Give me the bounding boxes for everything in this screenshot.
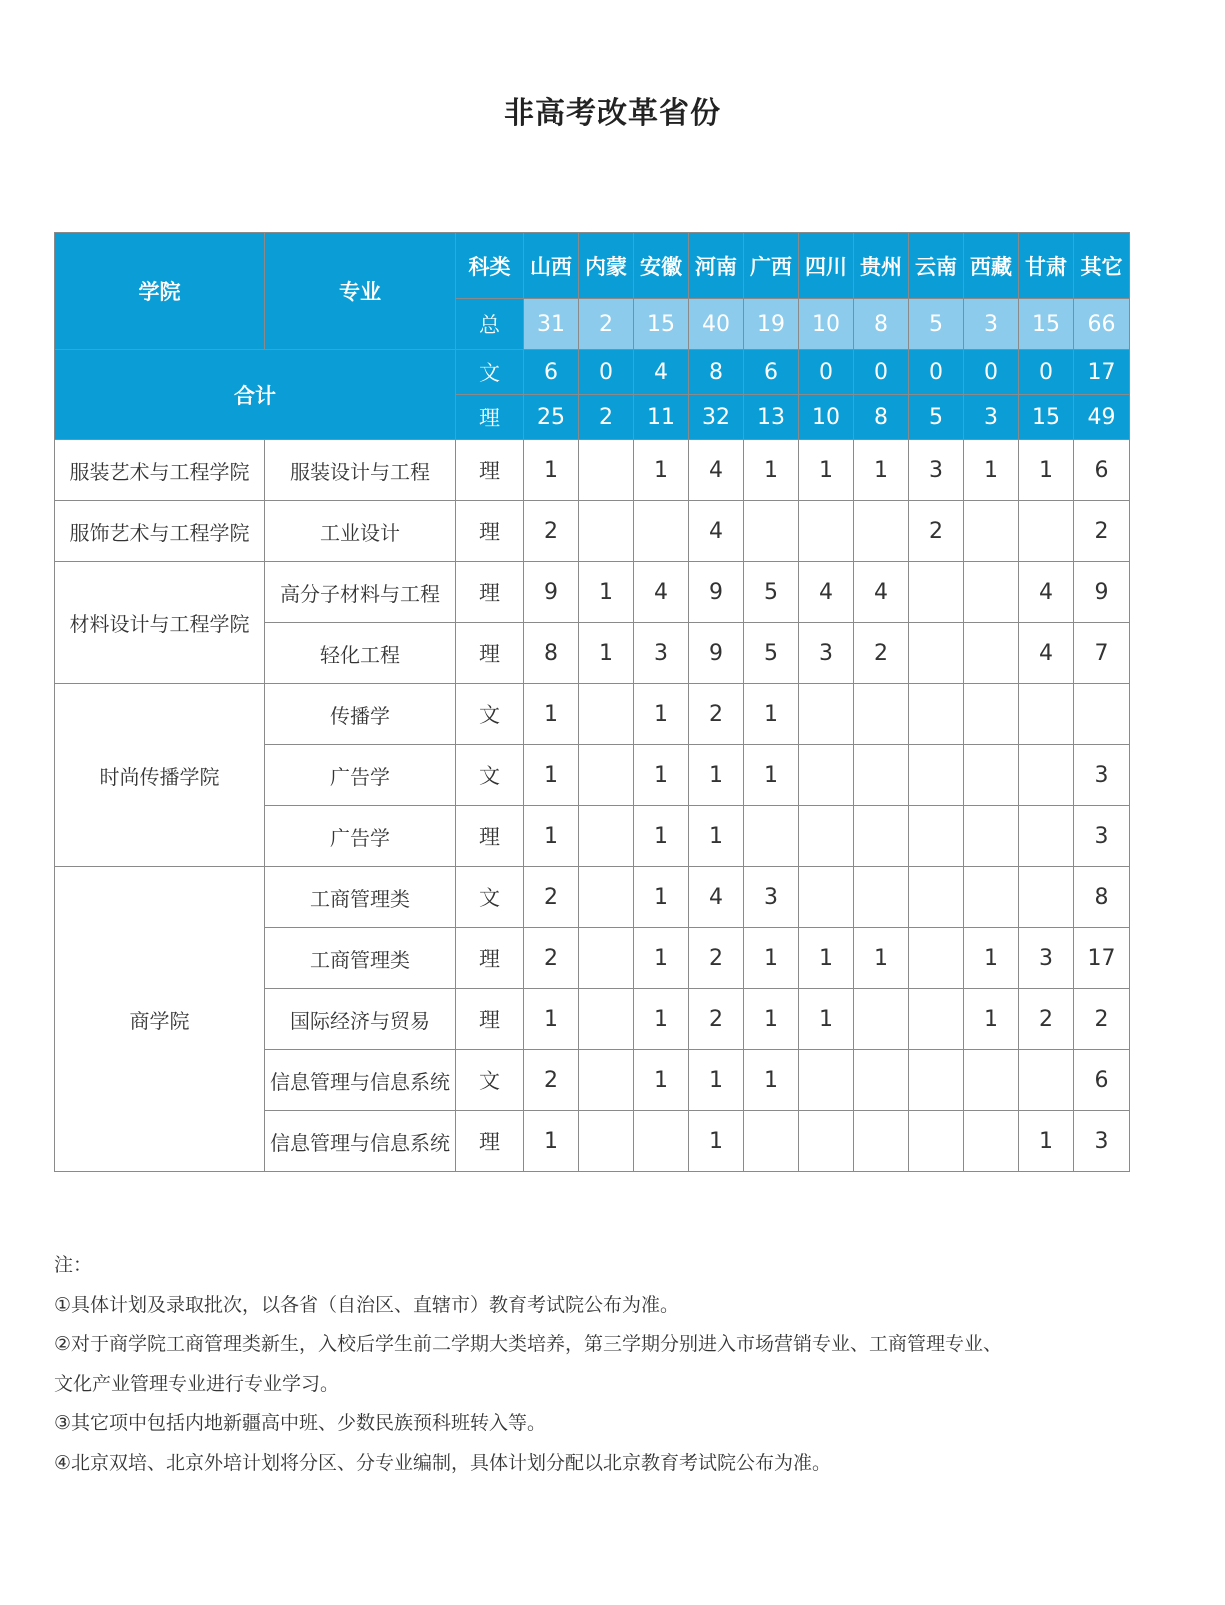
quota-cell [744, 806, 799, 867]
quota-cell: 17 [1074, 928, 1130, 989]
quota-cell: 1 [744, 440, 799, 501]
quota-cell [799, 1050, 854, 1111]
province-header: 内蒙 [579, 233, 634, 299]
quota-cell: 1 [634, 1050, 689, 1111]
quota-cell: 2 [1019, 989, 1074, 1050]
quota-cell: 1 [799, 989, 854, 1050]
total-value: 8 [854, 299, 909, 350]
category: 理 [456, 623, 524, 684]
quota-cell [854, 1050, 909, 1111]
major-name: 服装设计与工程 [265, 440, 456, 501]
quota-cell [964, 501, 1019, 562]
quota-cell [964, 562, 1019, 623]
major-name: 信息管理与信息系统 [265, 1050, 456, 1111]
quota-cell [964, 745, 1019, 806]
quota-cell [854, 867, 909, 928]
quota-cell: 1 [799, 928, 854, 989]
total-value: 66 [1074, 299, 1130, 350]
quota-cell [964, 806, 1019, 867]
quota-cell: 2 [524, 1050, 579, 1111]
total-label: 总 [456, 299, 524, 350]
quota-cell [579, 806, 634, 867]
li-total-value: 13 [744, 395, 799, 440]
li-total-value: 32 [689, 395, 744, 440]
quota-cell: 1 [634, 989, 689, 1050]
quota-cell: 4 [634, 562, 689, 623]
wen-total-value: 0 [909, 350, 964, 395]
quota-cell: 1 [689, 806, 744, 867]
quota-cell [909, 745, 964, 806]
quota-cell: 1 [1019, 440, 1074, 501]
quota-cell: 1 [744, 989, 799, 1050]
major-name: 国际经济与贸易 [265, 989, 456, 1050]
total-value: 15 [1019, 299, 1074, 350]
quota-cell [964, 684, 1019, 745]
quota-cell: 1 [744, 745, 799, 806]
li-label: 理 [456, 395, 524, 440]
quota-cell [964, 1050, 1019, 1111]
major-name: 信息管理与信息系统 [265, 1111, 456, 1172]
quota-cell [1019, 1050, 1074, 1111]
quota-cell: 3 [1019, 928, 1074, 989]
college-name: 服装艺术与工程学院 [55, 440, 265, 501]
category: 理 [456, 989, 524, 1050]
quota-cell: 2 [689, 928, 744, 989]
quota-cell: 1 [524, 684, 579, 745]
quota-cell: 1 [579, 562, 634, 623]
quota-cell: 1 [524, 1111, 579, 1172]
quota-cell: 3 [1074, 1111, 1130, 1172]
wen-total-value: 0 [799, 350, 854, 395]
quota-cell: 6 [1074, 1050, 1130, 1111]
quota-cell [799, 745, 854, 806]
quota-cell: 9 [689, 562, 744, 623]
table-row [55, 440, 1130, 501]
notes-section [54, 1246, 1002, 1484]
college-header: 学院 [55, 233, 265, 350]
quota-cell: 8 [524, 623, 579, 684]
quota-cell: 3 [909, 440, 964, 501]
quota-cell: 1 [689, 1111, 744, 1172]
quota-cell [634, 1111, 689, 1172]
quota-cell [634, 501, 689, 562]
subtotal-label: 合计 [55, 350, 456, 440]
quota-cell [854, 684, 909, 745]
quota-cell: 2 [854, 623, 909, 684]
quota-cell: 1 [524, 745, 579, 806]
quota-cell [744, 1111, 799, 1172]
quota-cell: 1 [579, 623, 634, 684]
major-name: 工商管理类 [265, 867, 456, 928]
quota-cell: 4 [799, 562, 854, 623]
category: 理 [456, 440, 524, 501]
quota-cell: 1 [689, 745, 744, 806]
quota-cell [799, 806, 854, 867]
quota-cell: 7 [1074, 623, 1130, 684]
quota-cell [909, 1111, 964, 1172]
quota-cell [579, 1050, 634, 1111]
wen-label: 文 [456, 350, 524, 395]
total-value: 19 [744, 299, 799, 350]
quota-cell: 4 [854, 562, 909, 623]
province-header: 安徽 [634, 233, 689, 299]
table-row [55, 684, 1130, 745]
quota-cell: 9 [1074, 562, 1130, 623]
quota-cell: 2 [524, 928, 579, 989]
wen-total-value: 4 [634, 350, 689, 395]
category-header: 科类 [456, 233, 524, 299]
category: 文 [456, 745, 524, 806]
quota-cell [579, 989, 634, 1050]
quota-cell: 5 [744, 562, 799, 623]
quota-cell [909, 867, 964, 928]
province-header: 甘肃 [1019, 233, 1074, 299]
quota-cell [1074, 684, 1130, 745]
wen-total-value: 0 [854, 350, 909, 395]
quota-cell: 1 [689, 1050, 744, 1111]
quota-cell: 1 [524, 806, 579, 867]
note-line: ①具体计划及录取批次，以各省（自治区、直辖市）教育考试院公布为准。 [54, 1293, 680, 1316]
header-row [55, 233, 1130, 299]
quota-cell [579, 928, 634, 989]
quota-cell: 4 [689, 440, 744, 501]
quota-cell [579, 867, 634, 928]
quota-cell: 4 [1019, 623, 1074, 684]
quota-cell [799, 1111, 854, 1172]
wen-total-value: 6 [524, 350, 579, 395]
quota-cell: 2 [524, 867, 579, 928]
quota-cell [744, 501, 799, 562]
li-total-value: 25 [524, 395, 579, 440]
note-line: ④北京双培、北京外培计划将分区、分专业编制，具体计划分配以北京教育考试院公布为准。 [54, 1451, 832, 1474]
page-title: 非高考改革省份 [504, 96, 721, 131]
total-value: 31 [524, 299, 579, 350]
quota-cell: 4 [689, 867, 744, 928]
li-total-value: 15 [1019, 395, 1074, 440]
quota-cell: 1 [854, 928, 909, 989]
quota-cell: 3 [799, 623, 854, 684]
wen-total-value: 0 [1019, 350, 1074, 395]
quota-cell: 1 [964, 928, 1019, 989]
quota-cell: 2 [1074, 989, 1130, 1050]
quota-cell: 1 [524, 989, 579, 1050]
quota-cell [579, 684, 634, 745]
quota-cell: 1 [964, 989, 1019, 1050]
province-header: 广西 [744, 233, 799, 299]
note-line: 文化产业管理专业进行专业学习。 [54, 1372, 340, 1395]
total-value: 10 [799, 299, 854, 350]
table-row [55, 867, 1130, 928]
quota-cell: 1 [634, 745, 689, 806]
quota-cell: 1 [634, 440, 689, 501]
quota-cell: 1 [744, 928, 799, 989]
province-header: 河南 [689, 233, 744, 299]
quota-cell [854, 745, 909, 806]
category: 理 [456, 562, 524, 623]
category: 理 [456, 501, 524, 562]
major-name: 工商管理类 [265, 928, 456, 989]
wen-total-value: 0 [964, 350, 1019, 395]
table-row [55, 562, 1130, 623]
quota-cell: 2 [689, 684, 744, 745]
quota-cell [909, 1050, 964, 1111]
quota-cell: 3 [1074, 806, 1130, 867]
quota-cell [909, 623, 964, 684]
quota-cell [579, 440, 634, 501]
quota-cell: 9 [524, 562, 579, 623]
quota-cell [854, 806, 909, 867]
college-name: 时尚传播学院 [55, 684, 265, 867]
wen-total-value: 6 [744, 350, 799, 395]
quota-cell [1019, 501, 1074, 562]
li-total-value: 49 [1074, 395, 1130, 440]
quota-cell [854, 1111, 909, 1172]
quota-cell: 2 [689, 989, 744, 1050]
category: 文 [456, 867, 524, 928]
quota-cell [799, 501, 854, 562]
note-line: ②对于商学院工商管理类新生，入校后学生前二学期大类培养，第三学期分别进入市场营销专业、工商管理专业、 [54, 1333, 1003, 1356]
province-header: 四川 [799, 233, 854, 299]
note-line: 注： [54, 1254, 93, 1276]
category: 理 [456, 928, 524, 989]
quota-cell: 4 [689, 501, 744, 562]
note-line: ③其它项中包括内地新疆高中班、少数民族预科班转入等。 [54, 1412, 547, 1435]
quota-cell: 1 [854, 440, 909, 501]
category: 理 [456, 806, 524, 867]
major-name: 工业设计 [265, 501, 456, 562]
li-total-value: 8 [854, 395, 909, 440]
quota-cell: 1 [634, 928, 689, 989]
major-name: 广告学 [265, 745, 456, 806]
quota-cell [579, 745, 634, 806]
subtotal-wen-row [55, 350, 1130, 395]
major-name: 传播学 [265, 684, 456, 745]
quota-cell: 1 [634, 867, 689, 928]
quota-cell: 1 [964, 440, 1019, 501]
quota-cell: 3 [1074, 745, 1130, 806]
quota-cell [799, 684, 854, 745]
total-value: 15 [634, 299, 689, 350]
college-name: 商学院 [55, 867, 265, 1172]
quota-cell [964, 623, 1019, 684]
quota-cell: 1 [744, 1050, 799, 1111]
province-header: 西藏 [964, 233, 1019, 299]
quota-cell: 2 [909, 501, 964, 562]
college-name: 服饰艺术与工程学院 [55, 501, 265, 562]
li-total-value: 11 [634, 395, 689, 440]
quota-cell: 2 [1074, 501, 1130, 562]
quota-cell [909, 684, 964, 745]
quota-cell: 1 [799, 440, 854, 501]
quota-cell [909, 989, 964, 1050]
li-total-value: 2 [579, 395, 634, 440]
quota-cell [854, 501, 909, 562]
province-header: 其它 [1074, 233, 1130, 299]
table-row [55, 501, 1130, 562]
total-value: 40 [689, 299, 744, 350]
category: 理 [456, 1111, 524, 1172]
category: 文 [456, 684, 524, 745]
li-total-value: 5 [909, 395, 964, 440]
quota-cell: 1 [524, 440, 579, 501]
quota-cell [579, 501, 634, 562]
quota-cell [964, 867, 1019, 928]
quota-cell: 1 [634, 806, 689, 867]
quota-cell [909, 562, 964, 623]
major-name: 高分子材料与工程 [265, 562, 456, 623]
wen-total-value: 8 [689, 350, 744, 395]
quota-cell: 3 [634, 623, 689, 684]
quota-cell [1019, 684, 1074, 745]
quota-cell: 5 [744, 623, 799, 684]
college-name: 材料设计与工程学院 [55, 562, 265, 684]
wen-total-value: 0 [579, 350, 634, 395]
quota-cell: 8 [1074, 867, 1130, 928]
quota-cell: 2 [524, 501, 579, 562]
category: 文 [456, 1050, 524, 1111]
quota-cell [579, 1111, 634, 1172]
quota-cell: 1 [744, 684, 799, 745]
major-name: 广告学 [265, 806, 456, 867]
quota-cell: 1 [1019, 1111, 1074, 1172]
province-header: 贵州 [854, 233, 909, 299]
quota-cell [1019, 867, 1074, 928]
total-value: 2 [579, 299, 634, 350]
enrollment-plan-table [54, 232, 1130, 1172]
quota-cell: 3 [744, 867, 799, 928]
quota-cell [964, 1111, 1019, 1172]
quota-cell: 9 [689, 623, 744, 684]
major-header: 专业 [265, 233, 456, 350]
quota-cell [799, 867, 854, 928]
quota-cell [909, 928, 964, 989]
quota-cell: 6 [1074, 440, 1130, 501]
li-total-value: 10 [799, 395, 854, 440]
province-header: 山西 [524, 233, 579, 299]
total-value: 5 [909, 299, 964, 350]
quota-cell: 1 [634, 684, 689, 745]
province-header: 云南 [909, 233, 964, 299]
li-total-value: 3 [964, 395, 1019, 440]
wen-total-value: 17 [1074, 350, 1130, 395]
major-name: 轻化工程 [265, 623, 456, 684]
quota-cell [909, 806, 964, 867]
quota-cell [1019, 806, 1074, 867]
quota-cell [854, 989, 909, 1050]
quota-cell [1019, 745, 1074, 806]
quota-cell: 4 [1019, 562, 1074, 623]
total-value: 3 [964, 299, 1019, 350]
